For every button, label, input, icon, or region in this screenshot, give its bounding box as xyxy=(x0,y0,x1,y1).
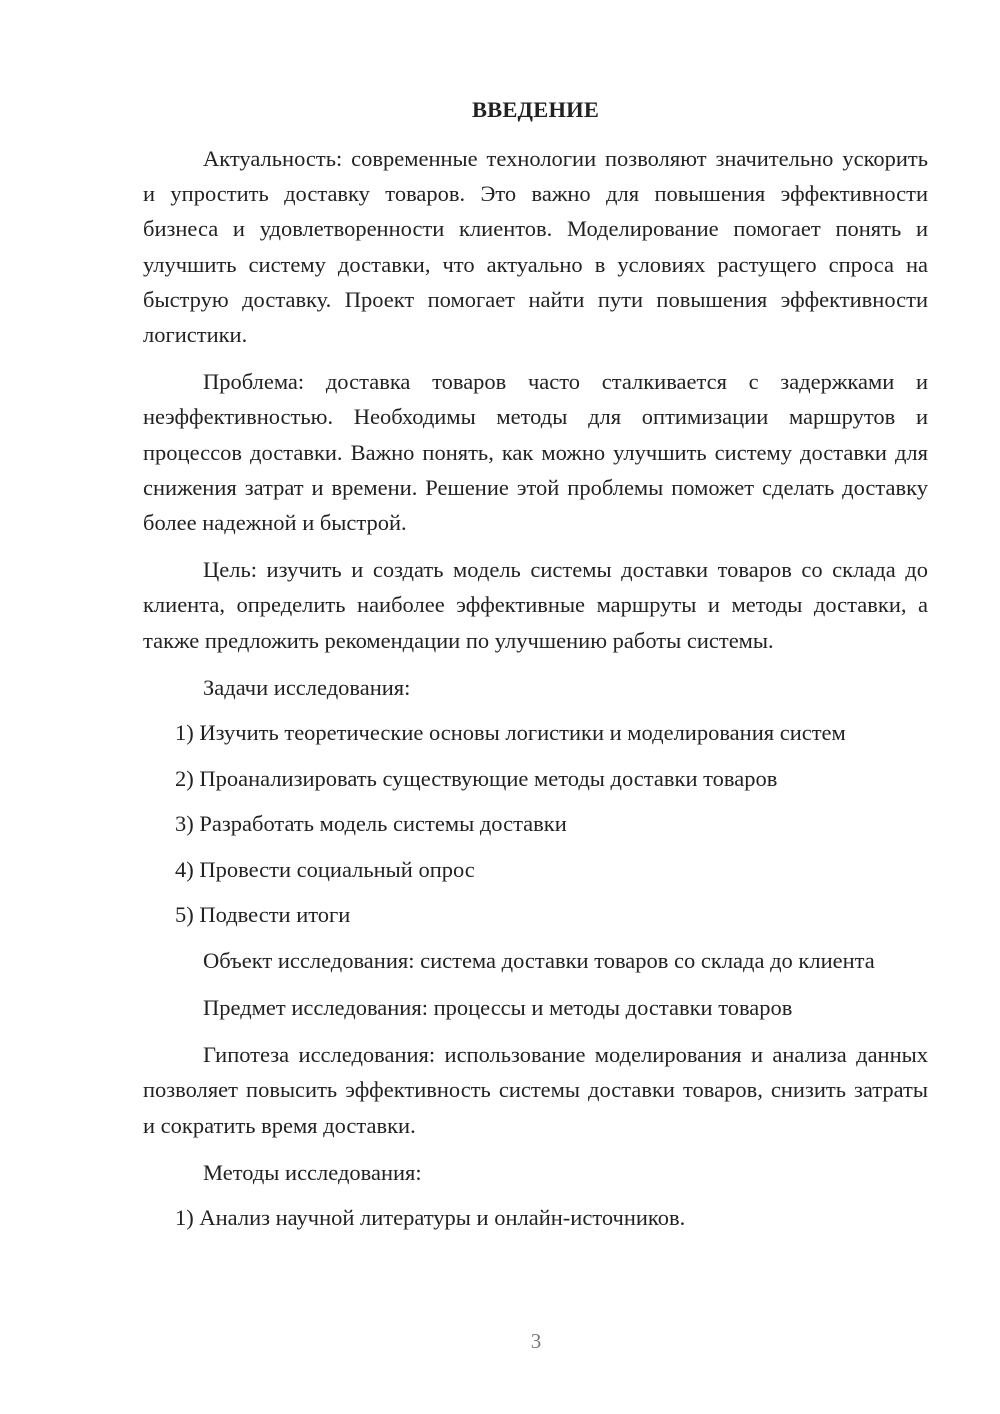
methods-heading: Методы исследования: xyxy=(203,1159,422,1185)
page-content xyxy=(143,96,928,1246)
paragraph-goal: Цель: изучить и создать модель системы доставки товаров со склада до клиента, определить наиболее эффективные маршруты и методы доставки, а также предложить рекомендации по улучшению работы системы. xyxy=(143,557,928,653)
list-item: 5) Подвести итоги xyxy=(175,902,351,928)
tasks-heading: Задачи исследования: xyxy=(203,674,411,700)
list-item: 3) Разработать модель системы доставки xyxy=(175,811,567,837)
page-number: 3 xyxy=(530,1329,542,1353)
list-item: 2) Проанализировать существующие методы доставки товаров xyxy=(175,765,778,791)
methods-list xyxy=(143,1200,928,1235)
paragraph-hypothesis: Гипотеза исследования: использование моделирования и анализа данных позволяет повысить эффективность системы доставки товаров, снизить затраты и сократить время доставки. xyxy=(143,1042,928,1138)
paragraph-object: Объект исследования: система доставки товаров со склада до клиента xyxy=(203,947,875,973)
tasks-list xyxy=(143,715,928,932)
paragraph-subject: Предмет исследования: процессы и методы доставки товаров xyxy=(203,995,793,1021)
paragraph-problem: Проблема: доставка товаров часто сталкивается с задержками и неэффективностью. Необходимы методы для оптимизации маршрутов и процессов доставки. Важно понять, как можно улучшить систему доставки для снижения затрат и времени. Решение этой проблемы поможет сделать доставку более надежной и быстрой. xyxy=(143,369,928,536)
list-item: 1) Анализ научной литературы и онлайн-источников. xyxy=(175,1205,686,1231)
list-item: 1) Изучить теоретические основы логистики и моделирования систем xyxy=(175,720,846,746)
paragraph-relevance: Актуальность: современные технологии позволяют значительно ускорить и упростить доставку товаров. Это важно для повышения эффективности бизнеса и удовлетворенности клиентов. Моделирование помогает понять и улучшить систему доставки, что актуально в условиях растущего спроса на быструю доставку. Проект помогает найти пути повышения эффективности логистики. xyxy=(143,146,928,348)
list-item: 4) Провести социальный опрос xyxy=(175,856,475,882)
page-title: ВВЕДЕНИЕ xyxy=(471,97,600,122)
